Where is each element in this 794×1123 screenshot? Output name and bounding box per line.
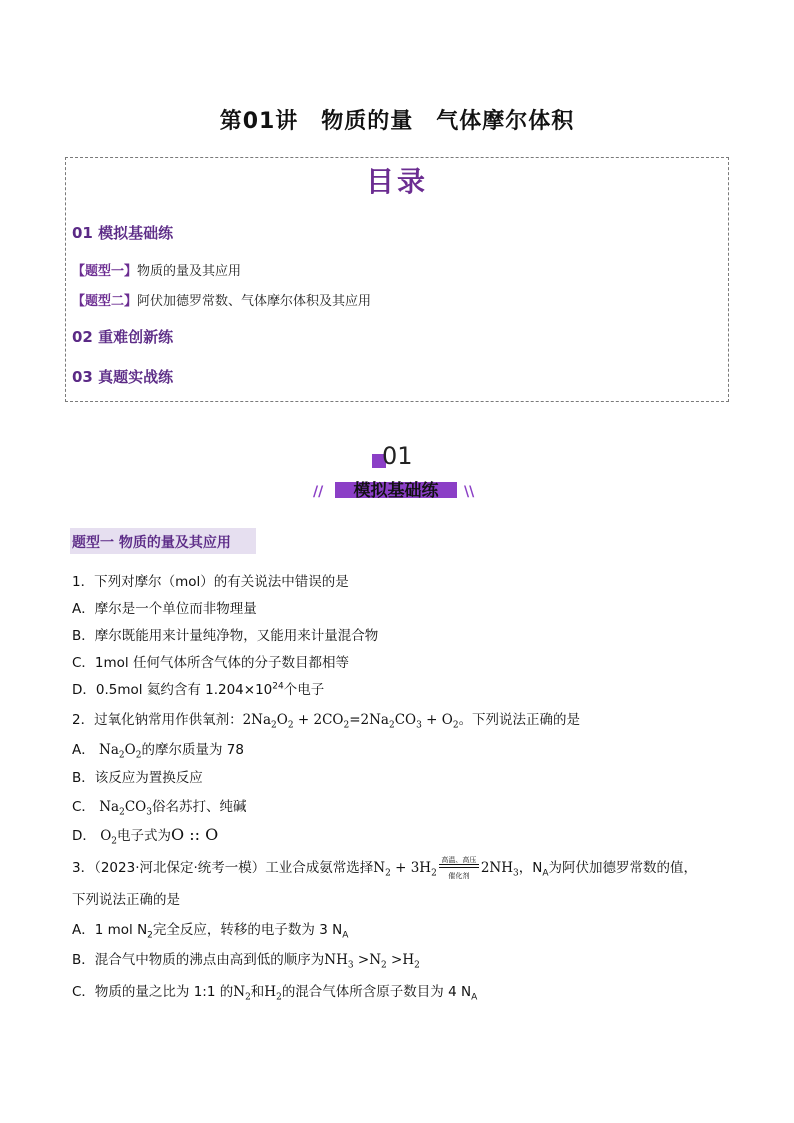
q2-stem: 2．过氧化钠常用作供氧剂：$2Na_2O_2 + 2CO_2=2Na_2CO_3 + O_2$。下列说法正确的是	[72, 712, 581, 731]
banner-slash-left: //	[313, 484, 324, 500]
q2-equation: $2Na_2O_2 + 2CO_2=2Na_2CO_3 + O_2$	[242, 712, 459, 731]
q1-option-d: D．0.5mol 氦约含有 $1.204\times 10^{24}$个电子	[72, 681, 325, 698]
banner-slash-right: \\	[464, 484, 475, 500]
q1-stem: 1．下列对摩尔（mol）的有关说法中错误的是	[72, 574, 349, 590]
q3-option-b: B．混合气中物质的沸点由高到低的顺序为$NH_3 >N_2 >H_2$	[72, 952, 420, 971]
q1-option-c: C．1mol 任何气体所含气体的分子数目都相等	[72, 655, 349, 671]
toc-item-2: 【题型二】阿伏加德罗常数、气体摩尔体积及其应用	[72, 294, 372, 309]
electron-formula: O :: O	[171, 825, 219, 844]
type-heading	[70, 528, 256, 554]
page-title: 第01讲 物质的量 气体摩尔体积	[219, 109, 575, 134]
q1-option-a: A．摩尔是一个单位而非物理量	[72, 601, 257, 617]
toc-section-3: 03 真题实战练	[72, 368, 174, 386]
reversible-arrow-icon: 高温、高压 催化剂	[437, 859, 481, 877]
type-heading-text: 题型一 物质的量及其应用	[72, 535, 231, 551]
banner-number: 01	[382, 442, 413, 470]
q3-option-a: A．1 mol $N_2$完全反应，转移的电子数为 3 $N_A$	[72, 922, 349, 941]
toc-item-1: 【题型一】物质的量及其应用	[72, 264, 242, 279]
q2-option-b: B．该反应为置换反应	[72, 770, 203, 786]
table-of-contents	[65, 157, 729, 402]
banner-text: 模拟基础练	[353, 481, 439, 501]
toc-section-1: 01 模拟基础练	[72, 224, 174, 242]
q2-option-c: C． $Na_2CO_3$俗名苏打、纯碱	[72, 799, 247, 818]
q2-option-a: A． $Na_2O_2$的摩尔质量为 78	[72, 742, 244, 761]
q3-option-c: C．物质的量之比为 1:1 的$N_2$和$H_2$的混合气体所含原子数目为 4 $N_A$	[72, 984, 478, 1003]
q3-stem-line2: 下列说法正确的是	[72, 892, 180, 908]
toc-section-2: 02 重难创新练	[72, 328, 174, 346]
section-banner	[310, 440, 480, 510]
q1-option-b: B．摩尔既能用来计量纯净物，又能用来计量混合物	[72, 628, 379, 644]
q3-stem: 3．（2023·河北保定·统考一模）工业合成氨常选择$N_2 + 3H_2$ 高温、高压 催化剂 $2NH_3$，$N_A$为阿伏加德罗常数的值，	[72, 856, 698, 880]
toc-heading: 目录	[365, 165, 428, 198]
q2-option-d: D． $O_2$电子式为O :: O	[72, 825, 219, 847]
